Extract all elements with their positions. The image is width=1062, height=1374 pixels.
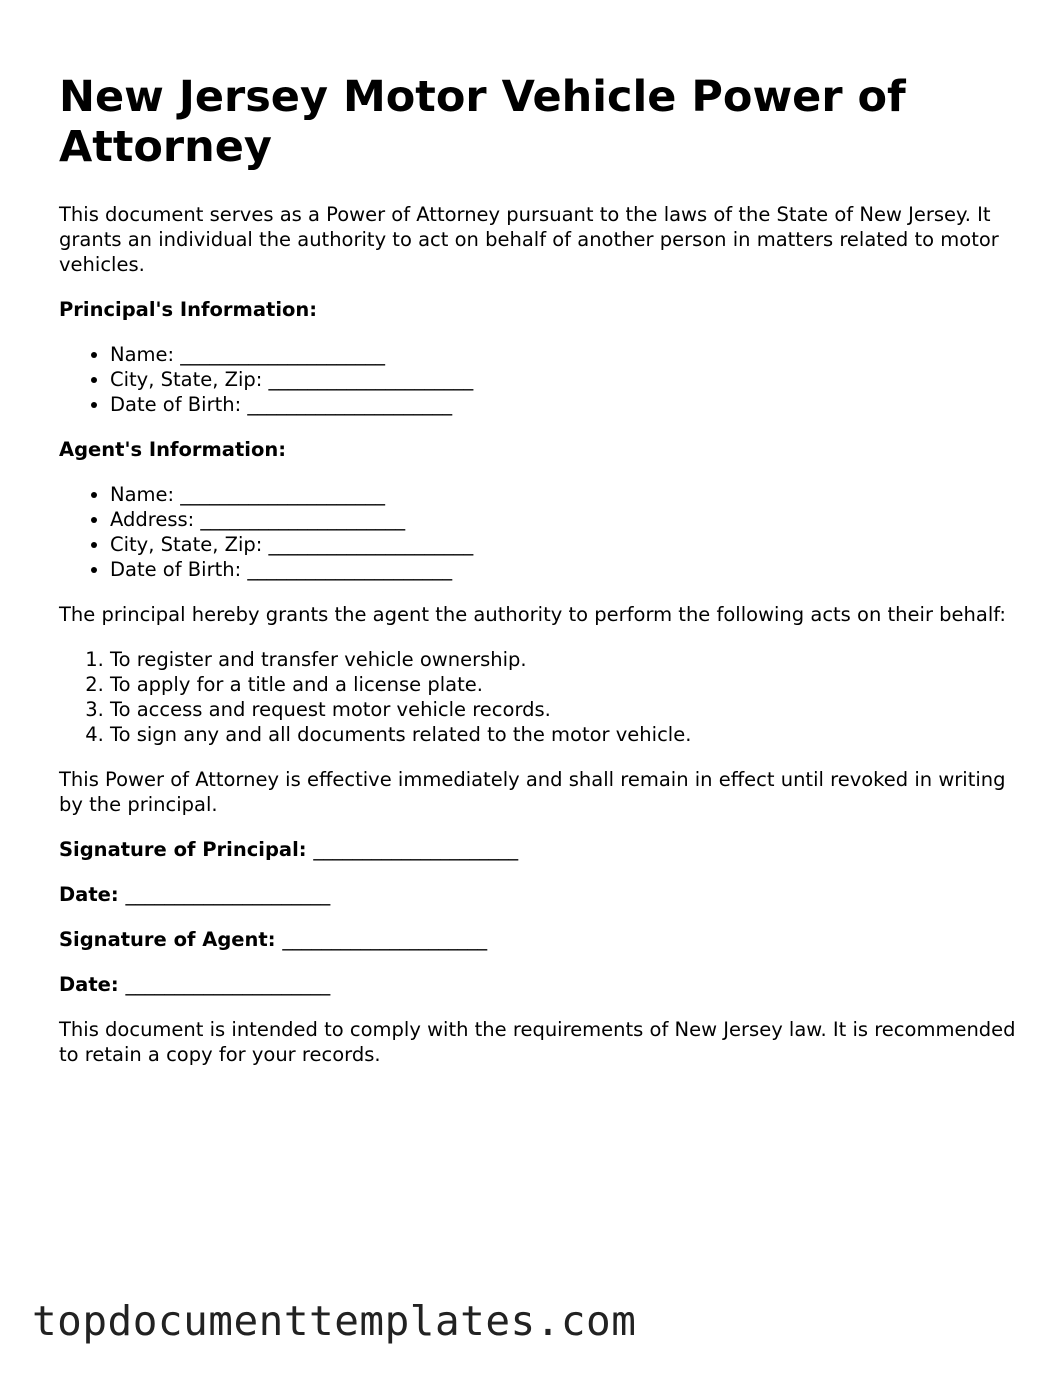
agent-name-field: • Name: _____________________ [110, 482, 1019, 507]
principal-dob-field: • Date of Birth: _____________________ [110, 392, 1019, 417]
document-title: New Jersey Motor Vehicle Power of Attorney [59, 72, 906, 172]
principal-signature-label: Signature of Principal: [59, 838, 307, 861]
principal-info-heading: Principal's Information: [59, 298, 318, 321]
principal-date-label: Date: [59, 883, 119, 906]
agent-date-blank: _____________________ [125, 973, 331, 996]
principal-signature-blank: _____________________ [313, 838, 519, 861]
effective-statement: This Power of Attorney is effective immediately and shall remain in effect until revoked in writing by the principal. [59, 768, 1006, 816]
agent-date-line [59, 972, 1019, 997]
principal-city-state-zip-field: • City, State, Zip: _____________________ [110, 367, 1019, 392]
agent-date-label: Date: [59, 973, 119, 996]
agent-info-list [59, 482, 1019, 582]
act-item: 2. To apply for a title and a license plate. [110, 672, 1019, 697]
authorized-acts-list [59, 647, 1019, 747]
agent-signature-line [59, 927, 1019, 952]
closing-paragraph: This document is intended to comply with the requirements of New Jersey law. It is recommended to retain a copy for your records. [59, 1018, 1016, 1066]
agent-info-heading: Agent's Information: [59, 438, 287, 461]
document-page [59, 72, 1019, 1067]
watermark: topdocumenttemplates.com [32, 1297, 637, 1345]
act-item: 3. To access and request motor vehicle records. [110, 697, 1019, 722]
agent-signature-blank: _____________________ [282, 928, 488, 951]
principal-info-list [59, 342, 1019, 417]
agent-signature-label: Signature of Agent: [59, 928, 276, 951]
agent-city-state-zip-field: • City, State, Zip: _____________________ [110, 532, 1019, 557]
principal-date-line [59, 882, 1019, 907]
principal-name-field: • Name: _____________________ [110, 342, 1019, 367]
act-item: 4. To sign any and all documents related to the motor vehicle. [110, 722, 1019, 747]
grant-statement: The principal hereby grants the agent the authority to perform the following acts on their behalf: [59, 603, 1007, 626]
agent-address-field: • Address: _____________________ [110, 507, 1019, 532]
agent-dob-field: • Date of Birth: _____________________ [110, 557, 1019, 582]
act-item: 1. To register and transfer vehicle ownership. [110, 647, 1019, 672]
principal-signature-line [59, 837, 1019, 862]
intro-paragraph: This document serves as a Power of Attorney pursuant to the laws of the State of New Jersey. It grants an individual the authority to act on behalf of another person in matters related to motor vehicles. [59, 203, 999, 276]
principal-date-blank: _____________________ [125, 883, 331, 906]
